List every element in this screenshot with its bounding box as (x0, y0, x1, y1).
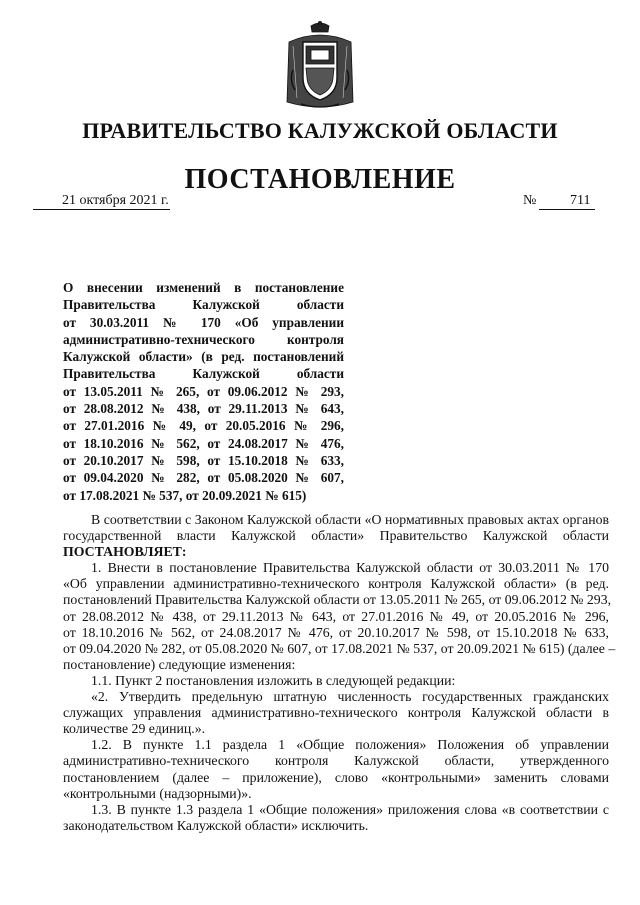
p1-line: от 18.10.2016 № 562, от 24.08.2017 № 476, от 20.10.2017 № 598, от 15.10.2018 № 633, (63, 624, 609, 640)
p1-line: постановлений Правительства Калужской области от 13.05.2011 № 265, от 09.06.2012 № 293, (63, 592, 612, 608)
p12-line: «контрольными (надзорными)». (63, 785, 252, 801)
title-line: от 27.01.2016 № 49, от 20.05.2016 № 296, (63, 418, 344, 434)
title-line: Правительства Калужской области (63, 366, 344, 382)
title-line: от 17.08.2021 № 537, от 20.09.2021 № 615) (63, 487, 307, 503)
intro-paragraph (63, 512, 609, 560)
p2-line: «2. Утвердить предельную штатную численность государственных гражданских (91, 689, 609, 705)
title-line: от 28.08.2012 № 438, от 29.11.2013 № 643, (63, 401, 344, 417)
document-number: 711 (570, 193, 591, 208)
p13-line: законодательством Калужской области» исключить. (63, 817, 369, 833)
p1-line: от 09.04.2020 № 282, от 05.08.2020 № 607, от 17.08.2021 № 537, от 20.09.2021 № 615) (далее – (63, 640, 616, 656)
title-line: административно-технического контроля (63, 331, 344, 347)
p12-line: административно-технического контроля Калужской области, утвержденного (63, 753, 609, 769)
government-name: ПРАВИТЕЛЬСТВО КАЛУЖСКОЙ ОБЛАСТИ (82, 118, 558, 143)
paragraph-1-2 (63, 737, 609, 801)
decree-word: ПОСТАНОВЛЯЕТ: (63, 544, 187, 560)
title-line: Калужской области» (в ред. постановлений (63, 349, 344, 365)
title-line: О внесении изменений в постановление (63, 280, 344, 295)
coat-of-arms-emblem (283, 20, 357, 112)
p1-line: постановление) следующие изменения: (63, 656, 296, 672)
p1-line: 1. Внести в постановление Правительства Калужской области от 30.03.2011 № 170 (91, 560, 609, 576)
p2-line: служащих управления административно-технического контроля Калужской области в (63, 705, 609, 721)
paragraph-1-1 (63, 673, 609, 689)
number-underline (539, 209, 595, 210)
date-underline (33, 209, 170, 210)
p1-line: от 28.08.2012 № 438, от 29.11.2013 № 643, от 27.01.2016 № 49, от 20.05.2016 № 296, (63, 608, 609, 624)
intro-line: В соответствии с Законом Калужской области «О нормативных правовых актах органов (91, 512, 609, 527)
p12-line: постановлением (далее – приложение), слово «контрольными» заменить словами (63, 769, 609, 785)
title-line: от 20.10.2017 № 598, от 15.10.2018 № 633, (63, 452, 344, 468)
title-line: от 09.04.2020 № 282, от 05.08.2020 № 607, (63, 470, 344, 486)
p11-line: 1.1. Пункт 2 постановления изложить в следующей редакции: (91, 672, 456, 688)
title-line: от 30.03.2011 № 170 «Об управлении (63, 314, 344, 330)
intro-line: государственной власти Калужской области» Правительство Калужской области (63, 528, 609, 544)
document-title (63, 279, 344, 504)
paragraph-quote-2 (63, 689, 609, 737)
title-line: Правительства Калужской области (63, 297, 344, 313)
document-type: ПОСТАНОВЛЕНИЕ (184, 164, 456, 195)
title-line: от 13.05.2011 № 265, от 09.06.2012 № 293, (63, 383, 344, 399)
p12-line: 1.2. В пункте 1.1 раздела 1 «Общие положения» Положения об управлении (91, 737, 609, 753)
document-date: 21 октября 2021 г. (62, 193, 169, 208)
document-body (63, 512, 616, 834)
paragraph-1-3 (63, 802, 609, 834)
p1-line: «Об управлении административно-технического контроля Калужской области» (в ред. (63, 576, 609, 592)
number-sign: № (523, 193, 537, 208)
paragraph-1 (63, 560, 616, 673)
title-line: от 18.10.2016 № 562, от 24.08.2017 № 476, (63, 435, 344, 451)
p13-line: 1.3. В пункте 1.3 раздела 1 «Общие положения» приложения слова «в соответствии с (91, 801, 609, 817)
p2-line: количестве 29 единиц.». (63, 721, 206, 737)
